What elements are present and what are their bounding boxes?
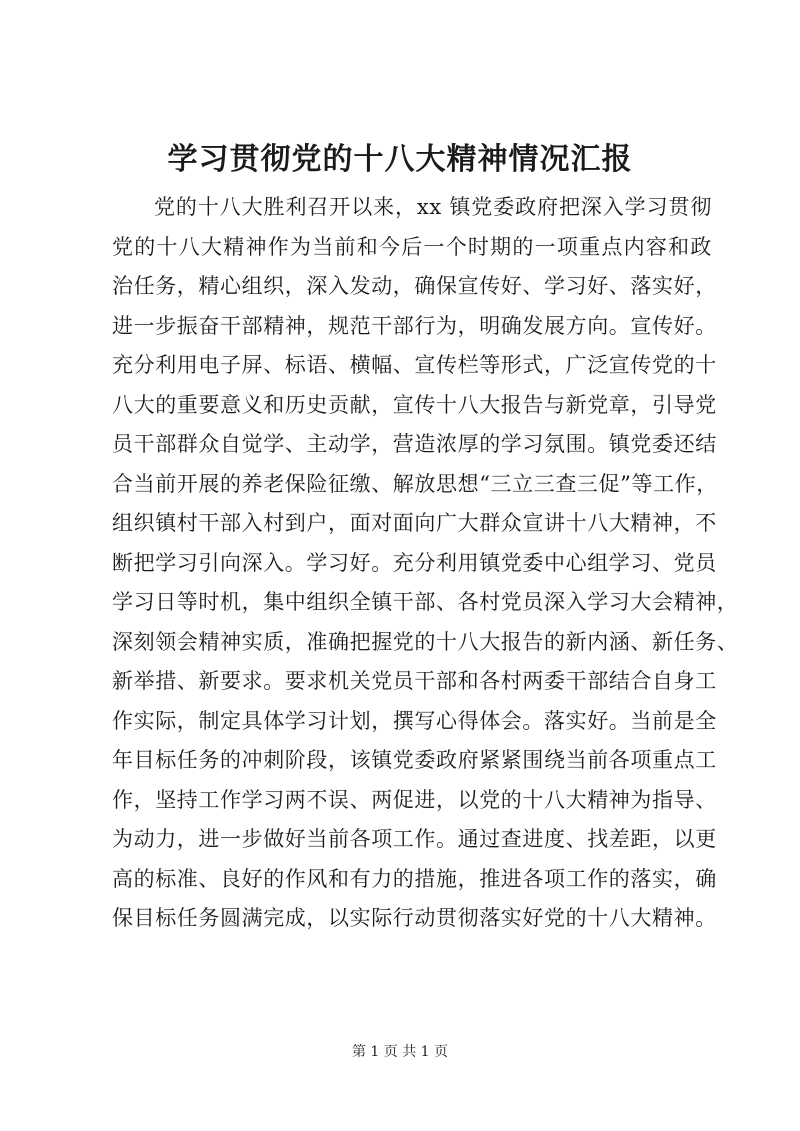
body-line: 党的十八大胜利召开以来，xx 镇党委政府把深入学习贯彻 — [154, 195, 712, 219]
body-line: 组织镇村干部入村到户，面对面向广大群众宣讲十八大精神，不 — [112, 511, 717, 535]
body-line: 新举措、新要求。要求机关党员干部和各村两委干部结合自身工 — [112, 669, 717, 693]
body-line: 高的标准、良好的作风和有力的措施，推进各项工作的落实，确 — [112, 866, 717, 891]
document-title: 学习贯彻党的十八大精神情况汇报 — [167, 142, 633, 177]
body-line: 进一步振奋干部精神，规范干部行为，明确发展方向。宣传好。 — [112, 313, 717, 338]
body-line: 党的十八大精神作为当前和今后一个时期的一项重点内容和政 — [112, 234, 712, 259]
body-line: 为动力，进一步做好当前各项工作。通过查进度、找差距，以更 — [112, 827, 717, 851]
document-body — [112, 188, 739, 939]
body-line: 保目标任务圆满完成，以实际行动贯彻落实好党的十八大精神。 — [112, 906, 717, 930]
body-line: 作实际，制定具体学习计划，撰写心得体会。落实好。当前是全 — [112, 708, 717, 733]
page-footer: 第 1 页 共 1 页 — [351, 1044, 449, 1060]
body-line: 学习日等时机，集中组织全镇干部、各村党员深入学习大会精神， — [112, 590, 739, 614]
body-line: 合当前开展的养老保险征缴、解放思想“三立三查三促”等工作， — [112, 471, 718, 496]
body-line: 年目标任务的冲刺阶段，该镇党委政府紧紧围绕当前各项重点工 — [112, 748, 717, 772]
body-line: 深刻领会精神实质，准确把握党的十八大报告的新内涵、新任务、 — [112, 629, 739, 654]
body-line: 治任务，精心组织，深入发动，确保宣传好、学习好、落实好， — [112, 274, 717, 298]
body-line: 八大的重要意义和历史贡献，宣传十八大报告与新党章，引导党 — [112, 392, 717, 417]
body-line: 充分利用电子屏、标语、横幅、宣传栏等形式，广泛宣传党的十 — [112, 353, 717, 377]
body-line: 作，坚持工作学习两不误、两促进，以党的十八大精神为指导、 — [112, 787, 717, 812]
body-line: 员干部群众自觉学、主动学，营造浓厚的学习氛围。镇党委还结 — [112, 432, 717, 456]
body-line: 断把学习引向深入。学习好。充分利用镇党委中心组学习、党员 — [112, 550, 717, 575]
